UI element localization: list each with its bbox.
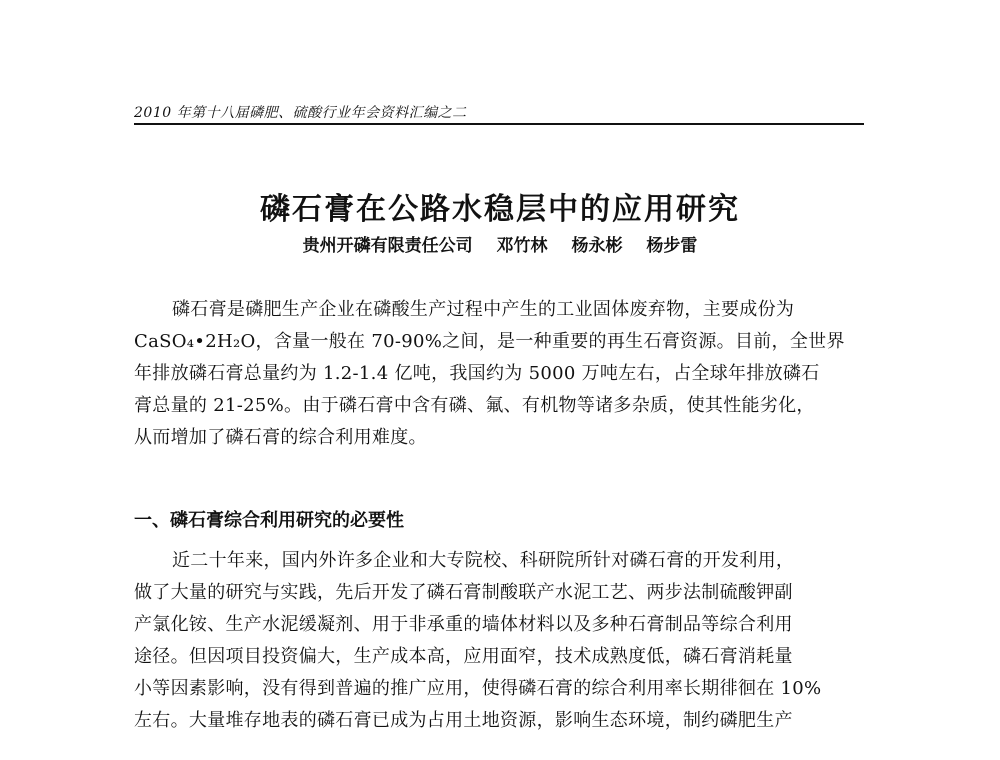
section-paragraph <box>134 545 864 737</box>
author-line <box>0 231 1000 256</box>
author-2: 杨永彬 <box>571 236 623 256</box>
section-line-5: 小等因素影响，没有得到普遍的推广应用，使得磷石膏的综合利用率长期徘徊在 10% <box>134 678 822 699</box>
intro-paragraph <box>134 294 864 454</box>
section-line-2: 做了大量的研究与实践，先后开发了磷石膏制酸联产水泥工艺、两步法制硫酸钾副 <box>134 582 793 603</box>
article-title: 磷石膏在公路水稳层中的应用研究 <box>260 192 740 227</box>
running-header <box>134 98 864 128</box>
author-1: 邓竹林 <box>496 236 548 256</box>
section-line-3: 产氯化铵、生产水泥缓凝剂、用于非承重的墙体材料以及多种石膏制品等综合利用 <box>134 614 793 635</box>
section-line-1: 近二十年来，国内外许多企业和大专院校、科研院所针对磷石膏的开发利用， <box>172 550 795 571</box>
author-3: 杨步雷 <box>646 236 698 256</box>
intro-line-2: CaSO₄•2H₂O，含量一般在 70-90%之间，是一种重要的再生石膏资源。目前，全世界 <box>134 331 845 352</box>
section-heading: 一、磷石膏综合利用研究的必要性 <box>134 510 404 531</box>
header-rule <box>134 123 864 125</box>
intro-line-3: 年排放磷石膏总量约为 1.2-1.4 亿吨，我国约为 5000 万吨左右，占全球年排放磷石 <box>134 363 820 384</box>
intro-line-4: 膏总量的 21-25%。由于磷石膏中含有磷、氟、有机物等诸多杂质，使其性能劣化， <box>134 395 815 416</box>
intro-line-1: 磷石膏是磷肥生产企业在磷酸生产过程中产生的工业固体废弃物，主要成份为 <box>172 299 795 320</box>
section-line-6: 左右。大量堆存地表的磷石膏已成为占用土地资源，影响生态环境，制约磷肥生产 <box>134 710 793 731</box>
running-header-text: 2010 年第十八届磷肥、硫酸行业年会资料汇编之二 <box>134 105 467 121</box>
section-line-4: 途径。但因项目投资偏大，生产成本高，应用面窄，技术成熟度低，磷石膏消耗量 <box>134 646 793 667</box>
intro-line-5: 从而增加了磷石膏的综合利用难度。 <box>134 427 427 448</box>
organization: 贵州开磷有限责任公司 <box>302 236 473 256</box>
